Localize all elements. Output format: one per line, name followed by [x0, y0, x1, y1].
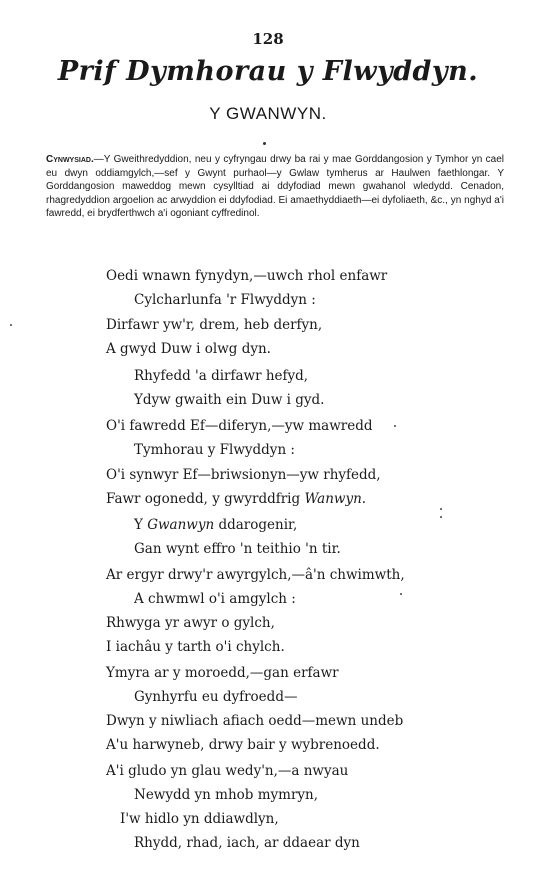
- poem-line: A gwyd Duw i olwg dyn.: [106, 341, 271, 357]
- poem-line: [106, 491, 366, 507]
- poem-line: Gynhyrfu eu dyfroedd—: [134, 689, 298, 705]
- poem-line: Tymhorau y Flwyddyn :: [134, 442, 295, 458]
- poem-line: O'i synwyr Ef—briwsionyn—yw rhyfedd,: [106, 467, 381, 483]
- poem-line: Oedi wnawn fynydyn,—uwch rhol enfawr: [106, 268, 388, 284]
- poem-line: [134, 517, 297, 533]
- separator-dot: [263, 142, 266, 145]
- poem-line-text: Y: [134, 517, 148, 533]
- page-number: 128: [252, 30, 284, 48]
- contents-label: Cynwysiad.: [46, 154, 94, 165]
- print-speck: [400, 593, 402, 595]
- poem-line: Cylcharlunfa 'r Flwyddyn :: [134, 292, 316, 308]
- print-speck: [394, 425, 396, 427]
- poem-line: Dirfawr yw'r, drem, heb derfyn,: [106, 317, 323, 333]
- contents-paragraph: [46, 153, 504, 221]
- poem-line: Ymyra ar y moroedd,—gan erfawr: [106, 665, 339, 681]
- contents-text: —Y Gweithredyddion, neu y cyfryngau drwy ba rai y mae Gorddangosion y Tymhor yn cael eu dwyn oddiamgylch,—sef y Gwynt purhaol—y Gwlaw tymherus ar Haulwen faethlongar. Y Gorddangosion maweddog mewn cysylltiad ai ddyfodiad mewn gwahanol wledydd. Cenadon, rhagredyddion argoelion ac arwyddion ei ddyfodiad. Ei amaethyddiaeth—ei dyfoliaeth, &c., yn nghyd a'i fawredd, ei brydferthwch a'i ogoniant cyffredinol.: [46, 154, 504, 219]
- poem-line: Ydyw gwaith ein Duw i gyd.: [134, 392, 325, 408]
- poem-line: Rhwyga yr awyr o gylch,: [106, 615, 275, 631]
- poem-line: Gan wynt effro 'n teithio 'n tir.: [134, 541, 341, 557]
- poem-line: Rhydd, rhad, iach, ar ddaear dyn: [134, 835, 360, 851]
- poem-line-text: ddarogenir,: [214, 517, 298, 533]
- poem-line: Newydd yn mhob mymryn,: [134, 787, 319, 803]
- poem-line-italic: Wanwyn.: [304, 491, 367, 507]
- print-speck: [440, 516, 442, 518]
- print-speck: [10, 324, 12, 326]
- poem-line: I'w hidlo yn ddiawdlyn,: [120, 811, 279, 827]
- poem-line-italic: Gwanwyn: [147, 517, 215, 533]
- poem-line: A'u harwyneb, drwy bair y wybrenoedd.: [106, 737, 380, 753]
- poem-line: Dwyn y niwliach afiach oedd—mewn undeb: [106, 713, 404, 729]
- poem-line: A chwmwl o'i amgylch :: [134, 591, 296, 607]
- poem-line-text: Fawr ogonedd, y gwyrddfrig: [106, 491, 305, 507]
- page-title: Prif Dymhorau y Flwyddyn.: [57, 56, 479, 87]
- poem-line: I iachâu y tarth o'i chylch.: [106, 639, 285, 655]
- poem-line: Rhyfedd 'a dirfawr hefyd,: [134, 368, 309, 384]
- poem-line: A'i gludo yn glau wedy'n,—a nwyau: [106, 763, 349, 779]
- print-speck: [440, 508, 442, 510]
- section-subtitle: Y GWANWYN.: [209, 104, 327, 123]
- poem-line: O'i fawredd Ef—diferyn,—yw mawredd: [106, 418, 373, 434]
- poem-line: Ar ergyr drwy'r awyrgylch,—â'n chwimwth,: [106, 567, 405, 583]
